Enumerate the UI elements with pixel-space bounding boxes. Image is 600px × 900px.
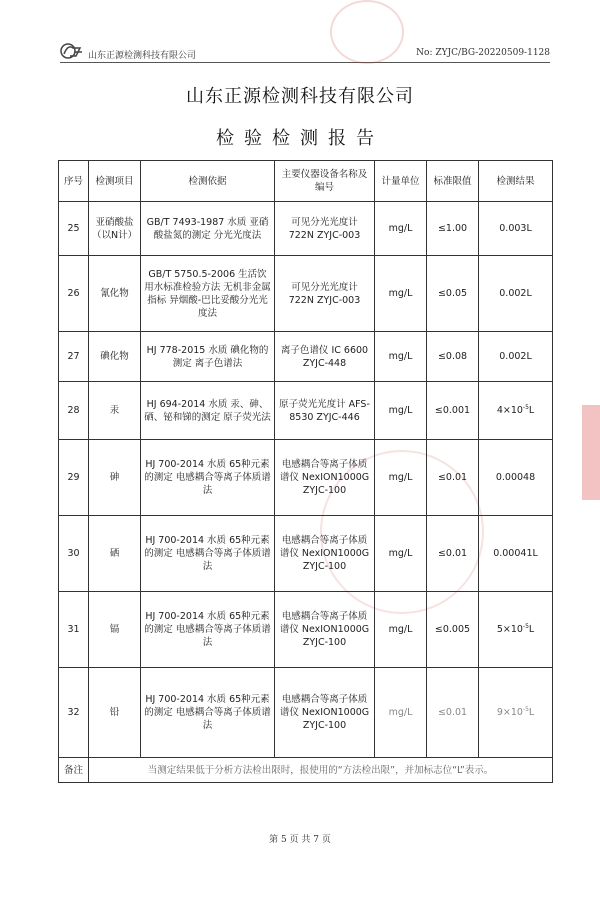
cell-unit: mg/L (375, 668, 427, 758)
result-suffix: L (528, 707, 535, 718)
cell-instrument: 电感耦合等离子体质谱仪 NexION1000G ZYJC-100 (275, 516, 375, 592)
header-company-name: 山东正源检测科技有限公司 (88, 51, 197, 61)
cell-limit: ≤0.01 (427, 516, 479, 592)
cell-result: 0.002L (479, 332, 553, 382)
cell-instrument: 原子荧光光度计 AFS-8530 ZYJC-446 (275, 382, 375, 440)
table-row (59, 202, 553, 256)
table-row (59, 516, 553, 592)
cell-seq: 28 (59, 382, 89, 440)
cell-seq: 25 (59, 202, 89, 256)
cell-result (479, 592, 553, 668)
cell-seq: 26 (59, 256, 89, 332)
header-item: 检测项目 (89, 161, 141, 202)
cell-method: HJ 700-2014 水质 65种元素的测定 电感耦合等离子体质谱法 (141, 516, 275, 592)
result-base: 9×10 (496, 707, 523, 718)
cell-seq: 29 (59, 440, 89, 516)
note-label: 备注 (59, 758, 89, 783)
cell-limit: ≤0.01 (427, 668, 479, 758)
result-suffix: L (528, 405, 535, 416)
header-instrument: 主要仪器设备名称及编号 (275, 161, 375, 202)
cell-limit: ≤0.08 (427, 332, 479, 382)
header-seq: 序号 (59, 161, 89, 202)
cell-seq: 32 (59, 668, 89, 758)
cell-instrument: 电感耦合等离子体质谱仪 NexION1000G ZYJC-100 (275, 440, 375, 516)
result-suffix: L (528, 624, 535, 635)
cell-method: HJ 694-2014 水质 汞、砷、硒、铋和锑的测定 原子荧光法 (141, 382, 275, 440)
header-result: 检测结果 (479, 161, 553, 202)
table-row (59, 592, 553, 668)
cell-seq: 30 (59, 516, 89, 592)
cell-limit: ≤0.01 (427, 440, 479, 516)
cell-method: GB/T 5750.5-2006 生活饮用水标准检验方法 无机非金属指标 异烟酸-巴比妥酸分光光度法 (141, 256, 275, 332)
report-number: No: ZYJC/BG-20220509-1128 (416, 48, 550, 58)
cell-method: HJ 778-2015 水质 碘化物的测定 离子色谱法 (141, 332, 275, 382)
cell-seq: 27 (59, 332, 89, 382)
table-row (59, 256, 553, 332)
cell-unit: mg/L (375, 592, 427, 668)
cell-item: 硒 (89, 516, 141, 592)
table-row (59, 440, 553, 516)
seal-stamp (330, 0, 404, 64)
page-number: 第 5 页 共 7 页 (269, 835, 331, 845)
cell-unit: mg/L (375, 256, 427, 332)
company-logo-icon (60, 42, 84, 60)
result-base: 5×10 (496, 624, 523, 635)
cell-result: 0.00048 (479, 440, 553, 516)
cell-unit: mg/L (375, 202, 427, 256)
cell-instrument: 可见分光光度计 722N ZYJC-003 (275, 256, 375, 332)
cell-instrument: 电感耦合等离子体质谱仪 NexION1000G ZYJC-100 (275, 668, 375, 758)
result-base: 4×10 (496, 405, 523, 416)
cell-method: HJ 700-2014 水质 65种元素的测定 电感耦合等离子体质谱法 (141, 440, 275, 516)
header-limit: 标准限值 (427, 161, 479, 202)
cell-unit: mg/L (375, 382, 427, 440)
cell-result: 0.003L (479, 202, 553, 256)
cell-item: 氰化物 (89, 256, 141, 332)
report-title: 检验检测报告 (216, 128, 384, 149)
cell-seq: 31 (59, 592, 89, 668)
note-row (59, 758, 553, 783)
cell-result (479, 668, 553, 758)
cell-method: GB/T 7493-1987 水质 亚硝酸盐氮的测定 分光光度法 (141, 202, 275, 256)
table-row (59, 332, 553, 382)
result-exponent: -5 (522, 705, 529, 713)
header-unit: 计量单位 (375, 161, 427, 202)
cell-item: 汞 (89, 382, 141, 440)
cell-item: 镉 (89, 592, 141, 668)
cell-unit: mg/L (375, 440, 427, 516)
cell-unit: mg/L (375, 332, 427, 382)
note-text: 当测定结果低于分析方法检出限时，报使用的“方法检出限”，并加标志位“L”表示。 (89, 758, 553, 783)
company-title: 山东正源检测科技有限公司 (186, 86, 414, 107)
page-header (60, 42, 550, 62)
header-divider (60, 62, 550, 63)
cell-item: 铅 (89, 668, 141, 758)
cell-item: 亚硝酸盐（以N计） (89, 202, 141, 256)
inspection-table (58, 160, 553, 783)
result-exponent: -5 (522, 622, 529, 630)
table-row (59, 382, 553, 440)
cell-method: HJ 700-2014 水质 65种元素的测定 电感耦合等离子体质谱法 (141, 592, 275, 668)
cell-limit: ≤0.05 (427, 256, 479, 332)
cell-instrument: 离子色谱仪 IC 6600 ZYJC-448 (275, 332, 375, 382)
cell-limit: ≤0.001 (427, 382, 479, 440)
edge-seal-mark (582, 405, 600, 500)
cell-limit: ≤1.00 (427, 202, 479, 256)
cell-instrument: 电感耦合等离子体质谱仪 NexION1000G ZYJC-100 (275, 592, 375, 668)
cell-result: 0.00041L (479, 516, 553, 592)
cell-result: 0.002L (479, 256, 553, 332)
header-method: 检测依据 (141, 161, 275, 202)
result-exponent: -5 (522, 403, 529, 411)
cell-limit: ≤0.005 (427, 592, 479, 668)
cell-result (479, 382, 553, 440)
cell-item: 碘化物 (89, 332, 141, 382)
table-header-row (59, 161, 553, 202)
table-row (59, 668, 553, 758)
cell-unit: mg/L (375, 516, 427, 592)
cell-item: 砷 (89, 440, 141, 516)
cell-instrument: 可见分光光度计 722N ZYJC-003 (275, 202, 375, 256)
cell-method: HJ 700-2014 水质 65种元素的测定 电感耦合等离子体质谱法 (141, 668, 275, 758)
